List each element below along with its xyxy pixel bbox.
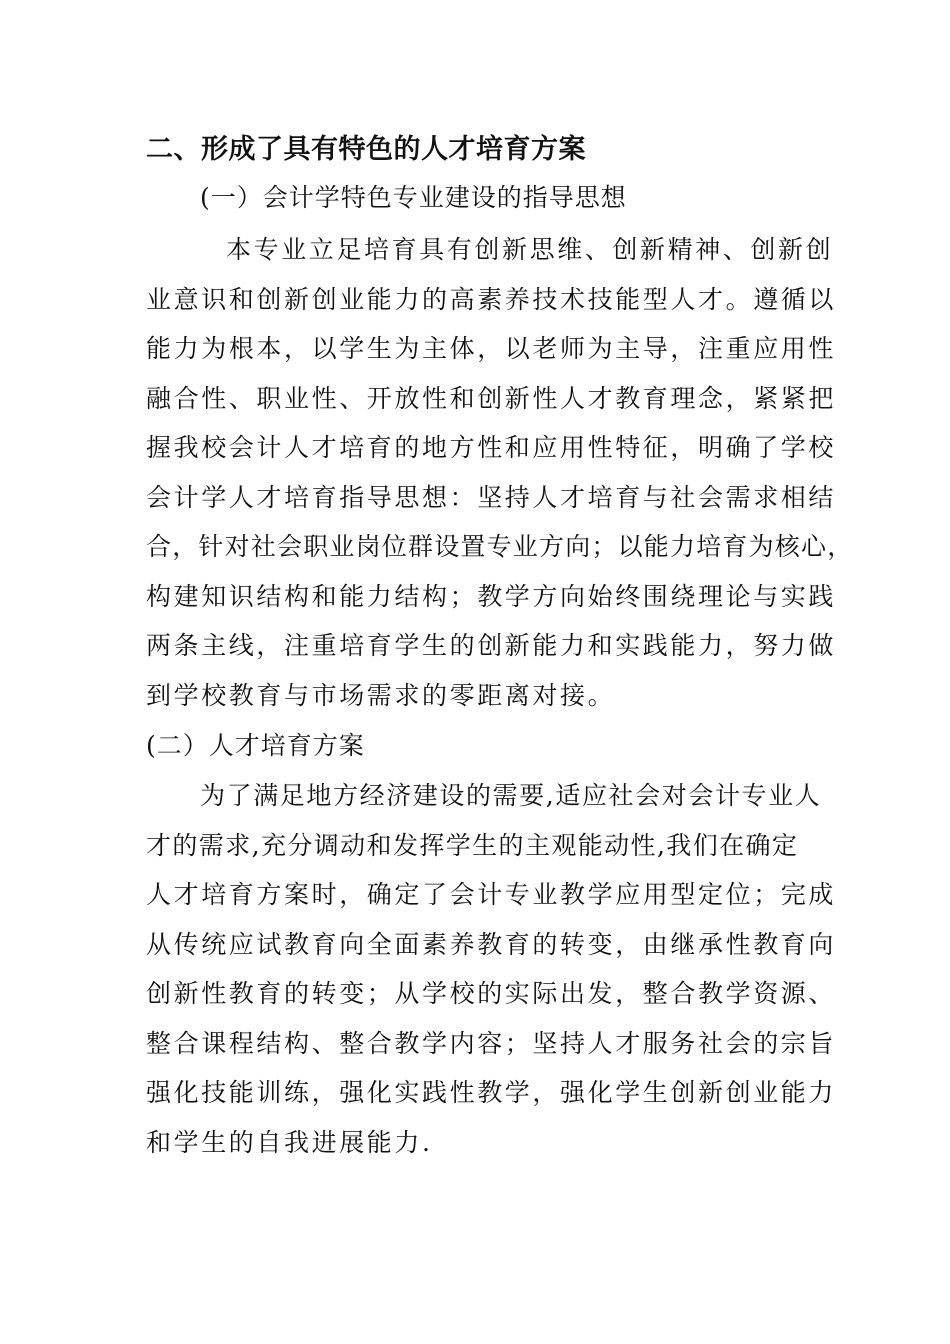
paragraph-line: 业意识和创新创业能力的高素养技术技能型人才。遵循以 [146, 284, 837, 314]
paragraph-line: 人才培育方案时，确定了会计专业教学应用型定位；完成 [146, 880, 837, 909]
subsection-1-title: (一）会计学特色专业建设的指导思想 [200, 183, 627, 212]
paragraph-line: 能力为根本，以学生为主体，以老师为主导，注重应用性 [146, 334, 837, 363]
paragraph-line: 从传统应试教育向全面素养教育的转变，由继承性教育向 [146, 929, 837, 959]
section-heading: 二、形成了具有特色的人才培育方案 [146, 134, 586, 165]
paragraph-line: 和学生的自我进展能力. [146, 1127, 433, 1157]
paragraph-line: 到学校教育与市场需求的零距离对接。 [146, 680, 616, 710]
paragraph-line: 会计学人才培育指导思想：坚持人才培育与社会需求相结 [146, 482, 837, 512]
paragraph-line: 合，针对社会职业岗位群设置专业方向；以能力培育为核心， [146, 532, 854, 561]
paragraph-line: 才的需求,充分调动和发挥学生的主观能动性,我们在确定 [146, 830, 799, 860]
paragraph-line: 本专业立足培育具有创新思维、创新精神、创新创 [226, 235, 834, 264]
subsection-2-title: (二）人才培育方案 [146, 731, 365, 760]
subsection-1-paragraph [146, 225, 854, 720]
paragraph-line: 融合性、职业性、开放性和创新性人才教育理念，紧紧把 [146, 383, 837, 413]
paragraph-line: 为了满足地方经济建设的需要,适应社会对会计专业人 [200, 781, 822, 810]
paragraph-line: 强化技能训练，强化实践性教学，强化学生创新创业能力 [146, 1078, 837, 1107]
subsection-2-paragraph [146, 771, 836, 1167]
paragraph-line: 整合课程结构、整合教学内容；坚持人才服务社会的宗旨 [146, 1028, 837, 1058]
paragraph-line: 创新性教育的转变；从学校的实际出发，整合教学资源、 [146, 979, 837, 1008]
paragraph-line: 构建知识结构和能力结构；教学方向始终围绕理论与实践 [146, 581, 837, 611]
paragraph-line: 握我校会计人才培育的地方性和应用性特征，明确了学校 [146, 433, 837, 462]
paragraph-line: 两条主线，注重培育学生的创新能力和实践能力，努力做 [146, 631, 837, 660]
